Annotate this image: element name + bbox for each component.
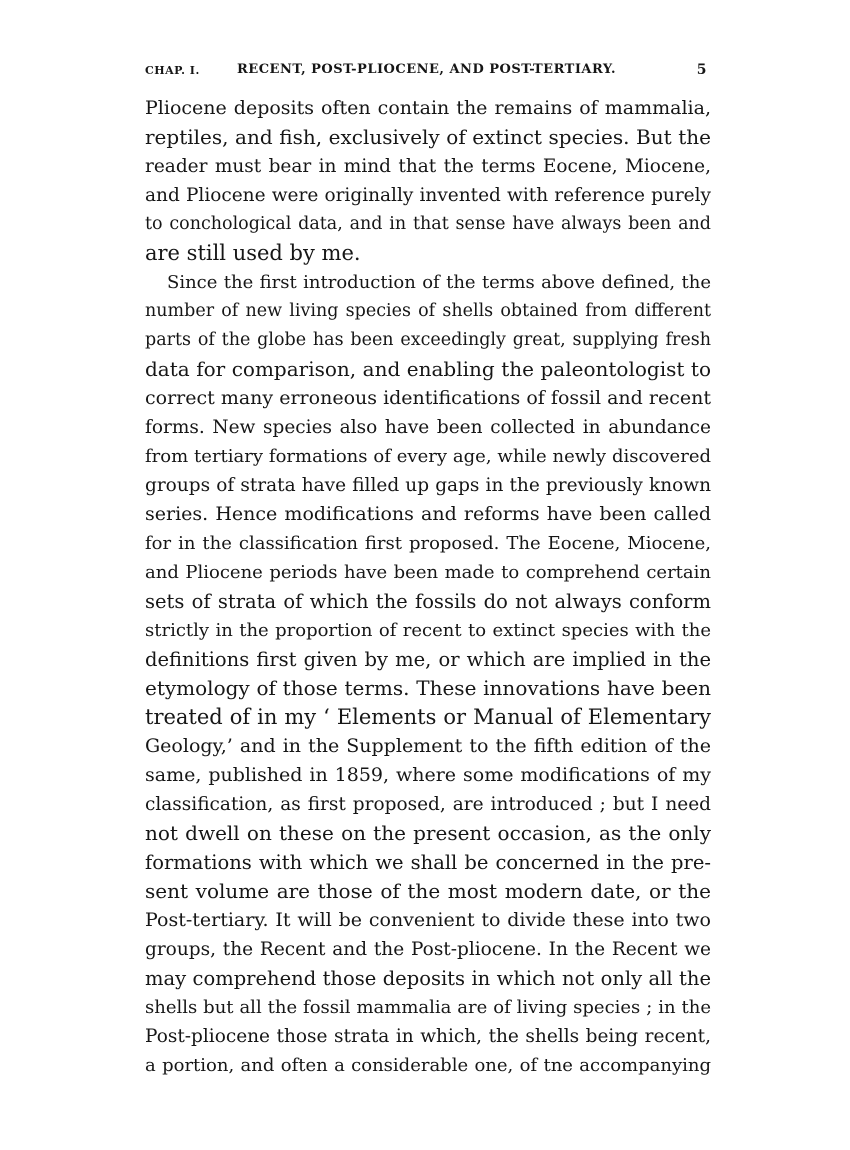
text-line: and Pliocene were originally invented with reference purely [145, 185, 711, 206]
text-line: forms. New species also have been collected in abundance [145, 417, 711, 438]
text-line: groups of strata have filled up gaps in the previously known [145, 475, 711, 496]
text-line: Geology,’ and in the Supplement to the fifth edition of the [145, 735, 711, 757]
text-line: definitions first given by me, or which are implied in the [145, 648, 711, 671]
text-line: and Pliocene periods have been made to comprehend certain [145, 562, 711, 583]
text-line: reptiles, and fish, exclusively of extinct species. But the [145, 125, 711, 149]
running-head [145, 62, 711, 84]
text-line: shells but all the fossil mammalia are of living species ; in the [145, 997, 711, 1018]
text-line: number of new living species of shells obtained from different [145, 301, 711, 321]
text-line: same, published in 1859, where some modifications of my [145, 764, 711, 786]
chapter-label: CHAP. I. [145, 64, 200, 77]
text-line: Post-pliocene those strata in which, the shells being recent, [145, 1026, 711, 1047]
text-line: groups, the Recent and the Post-pliocene. In the Recent we [145, 939, 711, 960]
text-line: Pliocene deposits often contain the remains of mammalia, [145, 97, 711, 119]
text-line: reader must bear in mind that the terms Eocene, Miocene, [145, 156, 711, 177]
page-number: 5 [696, 62, 707, 78]
text-line: a portion, and often a considerable one, of tne accompanying [145, 1055, 711, 1076]
text-line: Since the first introduction of the terms above defined, the [167, 272, 711, 293]
text-line: from tertiary formations of every age, while newly discovered [145, 446, 711, 467]
text-line: for in the classification first proposed. The Eocene, Miocene, [145, 533, 711, 554]
text-line: not dwell on these on the present occasion, as the only [145, 821, 711, 845]
text-line: classification, as first proposed, are introduced ; but I need [145, 794, 711, 815]
text-line: treated of in my ‘ Elements or Manual of Elementary [145, 705, 711, 729]
text-line: correct many erroneous identifications of fossil and recent [145, 387, 711, 409]
text-line: Post-tertiary. It will be convenient to divide these into two [145, 909, 711, 931]
text-line: parts of the globe has been exceedingly great, supplying fresh [145, 330, 711, 350]
body-text [145, 94, 711, 1080]
text-line: are still used by me. [145, 241, 361, 265]
text-line: to conchological data, and in that sense have always been and [145, 214, 711, 234]
text-line: sets of strata of which the fossils do not always conform [145, 590, 711, 613]
text-line: formations with which we shall be concerned in the pre- [145, 851, 711, 874]
text-line: sent volume are those of the most modern date, or the [145, 879, 711, 903]
text-line: may comprehend those deposits in which not only all the [145, 967, 711, 990]
text-line: series. Hence modifications and reforms have been called [145, 503, 711, 525]
text-line: etymology of those terms. These innovations have been [145, 676, 711, 700]
running-title: RECENT, POST-PLIOCENE, AND POST-TERTIARY. [237, 62, 617, 77]
text-line: strictly in the proportion of recent to extinct species with the [145, 620, 711, 641]
text-line: data for comparison, and enabling the paleontologist to [145, 357, 711, 381]
